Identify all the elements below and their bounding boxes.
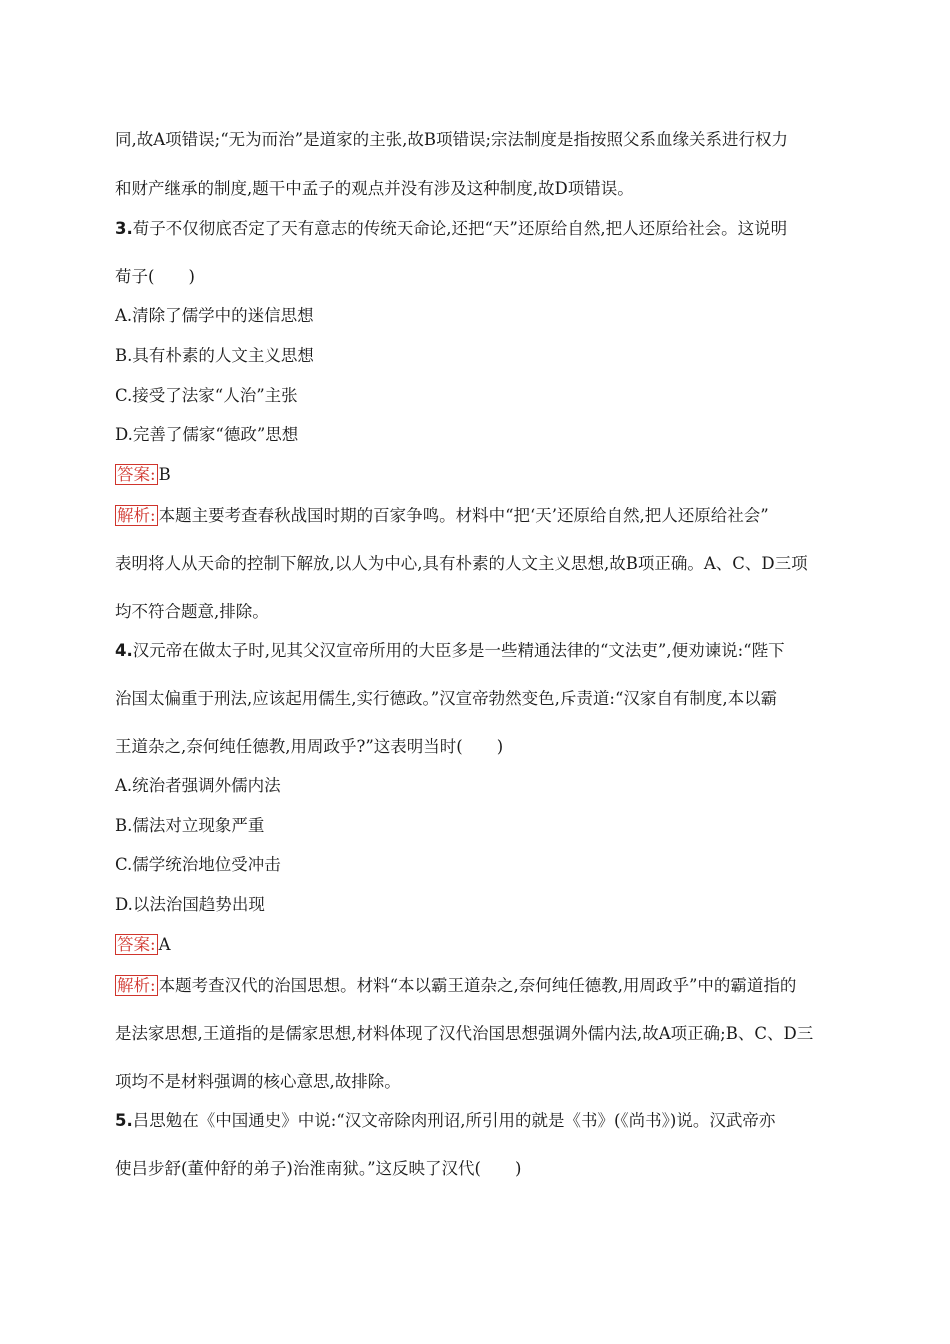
analysis-label: 解析:: [117, 976, 156, 995]
question-3-analysis-text: 本题主要考查春秋战国时期的百家争鸣。材料中“把‘天’还原给自然,把人还原给社会”: [158, 506, 769, 525]
question-4-option-b: B.儒法对立现象严重: [115, 816, 265, 835]
question-3-analysis-line-3: 均不符合题意,排除。: [115, 602, 269, 621]
question-5-stem-text: 吕思勉在《中国通史》中说:“汉文帝除肉刑诏,所引用的就是《书》(《尚书》)说。汉武帝亦: [132, 1111, 776, 1130]
question-3-option-c: C.接受了法家“人治”主张: [115, 386, 298, 405]
question-5-stem-line-1: [115, 1110, 835, 1132]
question-4-option-d: D.以法治国趋势出现: [115, 895, 265, 914]
question-3-stem-line-2: [115, 266, 835, 288]
answer-label: 答案:: [117, 465, 156, 484]
question-4-stem-line-2: 治国太偏重于刑法,应该起用儒生,实行德政。”汉宣帝勃然变色,斥责道:“汉家自有制度,本以霸: [115, 689, 778, 708]
analysis-label: 解析:: [117, 506, 156, 525]
question-3-option-b: B.具有朴素的人文主义思想: [115, 346, 314, 365]
question-4-analysis-text: 本题考查汉代的治国思想。材料“本以霸王道杂之,奈何纯任德教,用周政乎”中的霸道指的: [158, 976, 797, 995]
question-3-stem-line-1: [115, 218, 835, 240]
question-4-stem-text: 汉元帝在做太子时,见其父汉宣帝所用的大臣多是一些精通法律的“文法吏”,便劝谏说:“陛下: [132, 641, 785, 660]
answer-blank-close: ): [496, 737, 504, 756]
question-4-analysis-line-3: 项均不是材料强调的核心意思,故排除。: [115, 1072, 401, 1091]
question-3-option-a: A.清除了儒学中的迷信思想: [115, 306, 314, 325]
answer-blank-close: ): [515, 1159, 522, 1178]
question-4-answer-value: A: [158, 935, 171, 954]
question-4-option-a: A.统治者强调外儒内法: [115, 776, 281, 795]
question-4-number: 4.: [115, 641, 133, 660]
question-4-stem-line-3: [115, 736, 835, 758]
question-3-stem-tail: 荀子(: [115, 267, 155, 286]
question-4-stem-line-1: [115, 640, 835, 662]
question-3-option-d: D.完善了儒家“德政”思想: [115, 425, 299, 444]
answer-label: 答案:: [117, 935, 156, 954]
question-4-stem-tail: 王道杂之,奈何纯任德教,用周政乎?”这表明当时(: [115, 737, 463, 756]
question-3-stem-text: 荀子不仅彻底否定了天有意志的传统天命论,还把“天”还原给自然,把人还原给社会。这说明: [132, 219, 788, 238]
question-5-stem-line-2: [115, 1158, 835, 1180]
question-4-analysis-line-1: [115, 975, 835, 997]
question-5-number: 5.: [115, 1111, 133, 1130]
question-3-answer: [115, 464, 835, 486]
question-4-option-c: C.儒学统治地位受冲击: [115, 855, 281, 874]
question-3-analysis-line-1: [115, 505, 835, 527]
previous-analysis-line-1: 同,故A项错误;“无为而治”是道家的主张,故B项错误;宗法制度是指按照父系血缘关系进行权力: [115, 130, 789, 149]
question-3-number: 3.: [115, 219, 133, 238]
previous-analysis-line-2: 和财产继承的制度,题干中孟子的观点并没有涉及这种制度,故D项错误。: [115, 179, 634, 198]
question-4-answer: [115, 934, 835, 956]
answer-blank-close: ): [188, 267, 195, 286]
question-5-stem-tail: 使吕步舒(董仲舒的弟子)治淮南狱。”这反映了汉代(: [115, 1159, 481, 1178]
question-4-analysis-line-2: 是法家思想,王道指的是儒家思想,材料体现了汉代治国思想强调外儒内法,故A项正确;B、C、D三: [115, 1024, 814, 1043]
question-3-answer-value: B: [158, 465, 171, 484]
question-3-analysis-line-2: 表明将人从天命的控制下解放,以人为中心,具有朴素的人文主义思想,故B项正确。A、C、D三项: [115, 554, 808, 573]
